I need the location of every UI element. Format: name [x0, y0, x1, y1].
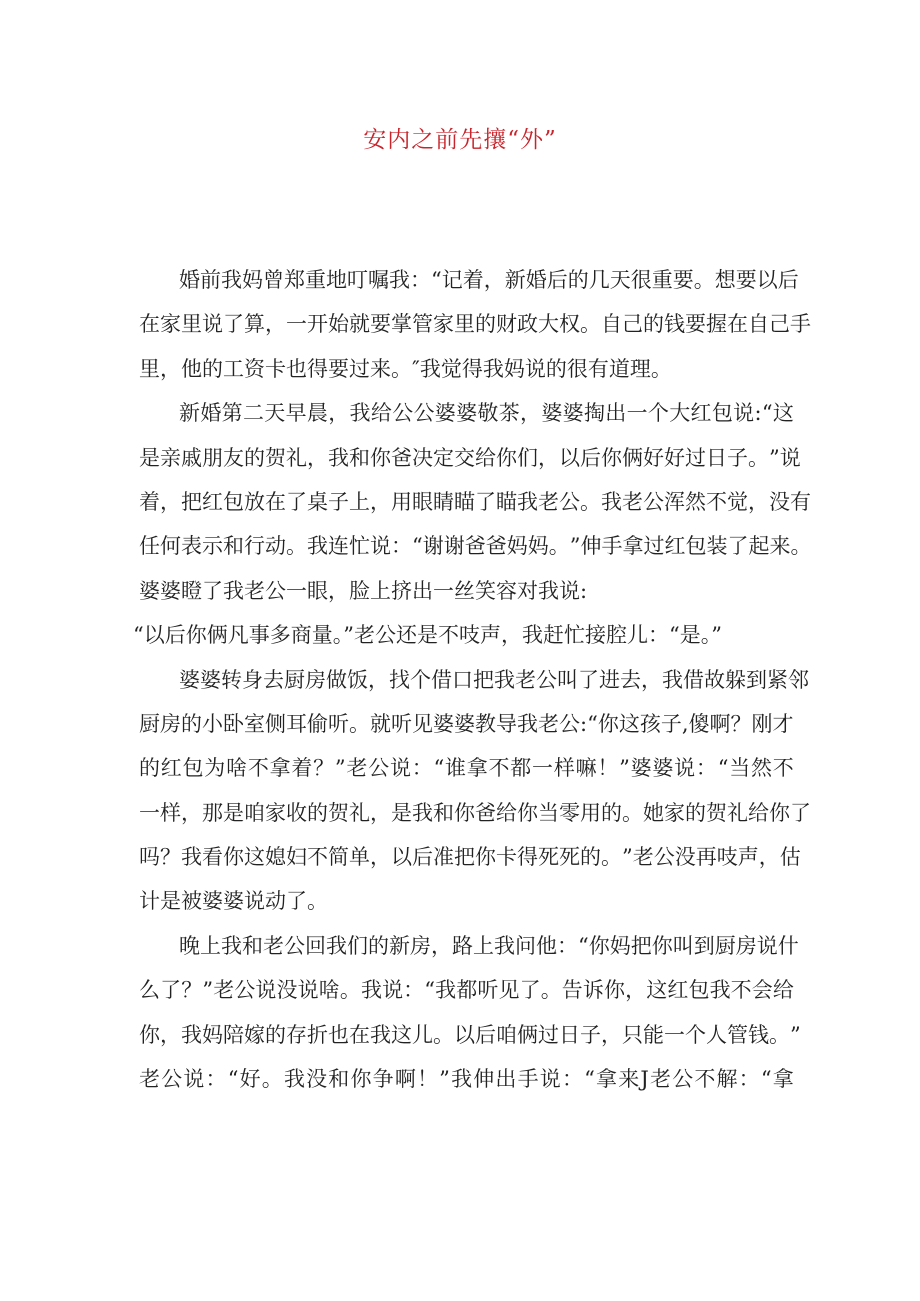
document-body [133, 258, 812, 1101]
text-line: 的 红 包 为 啥 不 拿 着 ？ ” 老 公 说 ： “ 谁 拿 不 都 一 样 嘛 ！ ” 婆 婆 说 ： “ 当 然 不 [139, 756, 794, 781]
text-line: 老 公 说 ： “ 好 。 我 没 和 你 争 啊 ！ ” 我 伸 出 手 说 ： “ 拿 来 J 老 公 不 解 ： “ 拿 [139, 1067, 794, 1092]
document-title: 安内之前先攘“外” [363, 127, 557, 153]
text-line: 一 样 ， 那 是 咱 家 收 的 贺 礼 ， 是 我 和 你 爸 给 你 当 零 用 的 。 她 家 的 贺 礼 给 你 了 [139, 800, 811, 825]
text-line: 婆 婆 转 身 去 厨 房 做 饭 ， 找 个 借 口 把 我 老 公 叫 了 进 去 ， 我 借 故 躲 到 紧 邻 [179, 667, 809, 692]
text-line: 着 ， 把 红 包 放 在 了 桌 子 上 ， 用 眼 睛 瞄 了 瞄 我 老 公 。 我 老 公 浑 然 不 觉 ， 没 有 [139, 489, 811, 514]
text-line: 是 亲 戚 朋 友 的 贺 礼 ， 我 和 你 爸 决 定 交 给 你 们 ， 以 后 你 俩 好 好 过 日 子 。 ” 说 [139, 445, 801, 470]
text-line: “以后你俩凡事多商量。”老公还是不吱声，我赶忙接腔儿：“是。” [133, 623, 722, 648]
text-line: 计是被婆婆说动了。 [139, 889, 328, 914]
text-line: 在 家 里 说 了 算 ， 一 开 始 就 要 掌 管 家 里 的 财 政 大 权 。 自 己 的 钱 要 握 在 自 己 手 [139, 312, 811, 337]
text-line: 厨 房 的 小 卧 室 侧 耳 偷 听 。 就 听 见 婆 婆 教 导 我 老 公 : “ 你 这 孩 子 , 傻 啊 ？ 刚 才 [139, 711, 794, 736]
text-line: 任 何 表 示 和 行 动 。 我 连 忙 说 ： “ 谢 谢 爸 爸 妈 妈 。 ” 伸 手 拿 过 红 包 装 了 起 来 。 [139, 534, 812, 559]
text-line: 里，他的工资卡也得要过来。″我觉得我妈说的很有道理。 [139, 356, 672, 381]
text-line: 吗 ？ 我 看 你 这 媳 妇 不 简 单 ， 以 后 准 把 你 卡 得 死 死 的 。 ” 老 公 没 再 吱 声 ， 估 [139, 845, 801, 870]
text-line: 婚 前 我 妈 曾 郑 重 地 叮 嘱 我 ： “ 记 着 ， 新 婚 后 的 几 天 很 重 要 。 想 要 以 后 [179, 268, 799, 292]
text-line: 么 了 ？ ” 老 公 说 没 说 啥 。 我 说 ： “ 我 都 听 见 了 。 告 诉 你 ， 这 红 包 我 不 会 给 [139, 978, 794, 1003]
text-line: 你 ， 我 妈 陪 嫁 的 存 折 也 在 我 这 儿 。 以 后 咱 俩 过 日 子 ， 只 能 一 个 人 管 钱 。 ” [139, 1022, 801, 1047]
text-line: 新 婚 第 二 天 早 晨 ， 我 给 公 公 婆 婆 敬 茶 ， 婆 婆 掏 出 一 个 大 红 包 说 : “ 这 [179, 401, 794, 426]
text-line: 婆婆瞪了我老公一眼，脸上挤出一丝笑容对我说: [139, 578, 588, 603]
text-line: 晚 上 我 和 老 公 回 我 们 的 新 房 ， 路 上 我 问 他 ： “ 你 妈 把 你 叫 到 厨 房 说 什 [179, 933, 799, 958]
